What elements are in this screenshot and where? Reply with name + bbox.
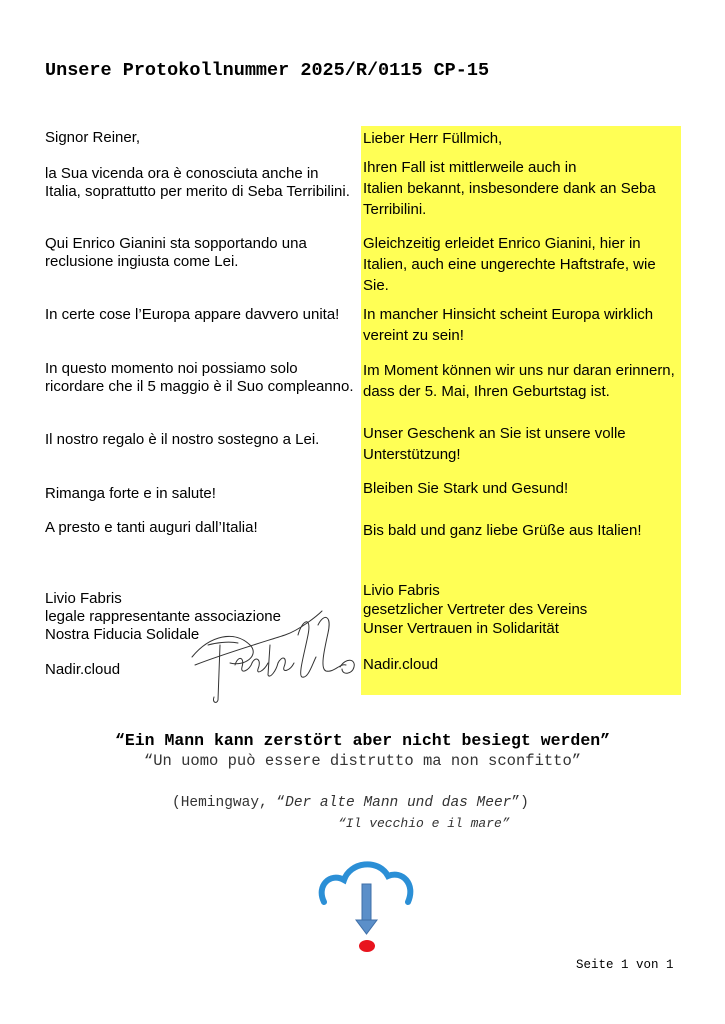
it-paragraph-3: In certe cose l’Europa appare davvero unita!: [45, 306, 340, 323]
it-paragraph-7: A presto e tanti auguri dall’Italia!: [45, 519, 258, 536]
de-signature-role: gesetzlicher Vertreter des Vereins: [363, 601, 588, 618]
citation-close: ”): [511, 795, 529, 811]
it-signature-name: Livio Fabris: [45, 590, 122, 607]
de-salutation: Lieber Herr Füllmich,: [363, 130, 503, 147]
cloud-logo-icon: [318, 856, 414, 956]
citation-open: (Hemingway, “: [172, 795, 286, 811]
de-paragraph-5: Unser Geschenk an Sie ist unsere volle Unterstützung!: [363, 425, 626, 463]
it-paragraph-5: Il nostro regalo è il nostro sostegno a Lei.: [45, 431, 320, 448]
de-paragraph-3: In mancher Hinsicht scheint Europa wirklich vereint zu sein!: [363, 306, 654, 344]
protocol-number: Unsere Protokollnummer 2025/R/0115 CP-15: [45, 60, 490, 81]
it-paragraph-4: In questo momento noi possiamo solo ricordare che il 5 maggio è il Suo compleanno.: [45, 360, 354, 395]
de-paragraph-1-line-2: Italien bekannt, insbesondere dank an Seba Terribilini.: [363, 180, 656, 218]
de-paragraph-7: Bis bald und ganz liebe Grüße aus Italien!: [363, 522, 642, 539]
de-paragraph-1-line-1: Ihren Fall ist mittlerweile auch in: [363, 159, 577, 176]
de-paragraph-2: Gleichzeitig erleidet Enrico Gianini, hier in Italien, auch eine ungerechte Haftstrafe, wie Sie.: [363, 235, 656, 294]
quote-german: “Ein Mann kann zerstört aber nicht besiegt werden”: [114, 731, 611, 750]
it-signature-site: Nadir.cloud: [45, 661, 121, 678]
quote-italian: “Un uomo può essere distrutto ma non sconfitto”: [143, 752, 582, 770]
citation-title-german: Der alte Mann und das Meer: [285, 795, 512, 811]
de-paragraph-6: Bleiben Sie Stark und Gesund!: [363, 480, 569, 497]
it-salutation: Signor Reiner,: [45, 129, 141, 146]
page-number: Seite 1 von 1: [576, 958, 674, 972]
handwritten-signature: [190, 605, 360, 705]
it-paragraph-1: la Sua vicenda ora è conosciuta anche in Italia, soprattutto per merito di Seba Terribilini.: [45, 165, 350, 200]
it-paragraph-2: Qui Enrico Gianini sta sopportando una reclusione ingiusta come Lei.: [45, 235, 307, 270]
quote-citation: [172, 795, 529, 811]
citation-title-italian: “Il vecchio e il mare”: [338, 816, 510, 831]
it-signature-org: Nostra Fiducia Solidale: [45, 626, 200, 643]
de-signature-site: Nadir.cloud: [363, 656, 439, 673]
it-paragraph-6: Rimanga forte e in salute!: [45, 485, 216, 502]
de-signature-org: Unser Vertrauen in Solidarität: [363, 620, 559, 637]
de-signature-name: Livio Fabris: [363, 582, 440, 599]
de-paragraph-4: Im Moment können wir uns nur daran erinnern, dass der 5. Mai, Ihren Geburtstag ist.: [363, 362, 675, 400]
it-signature-role: legale rappresentante associazione: [45, 608, 281, 625]
